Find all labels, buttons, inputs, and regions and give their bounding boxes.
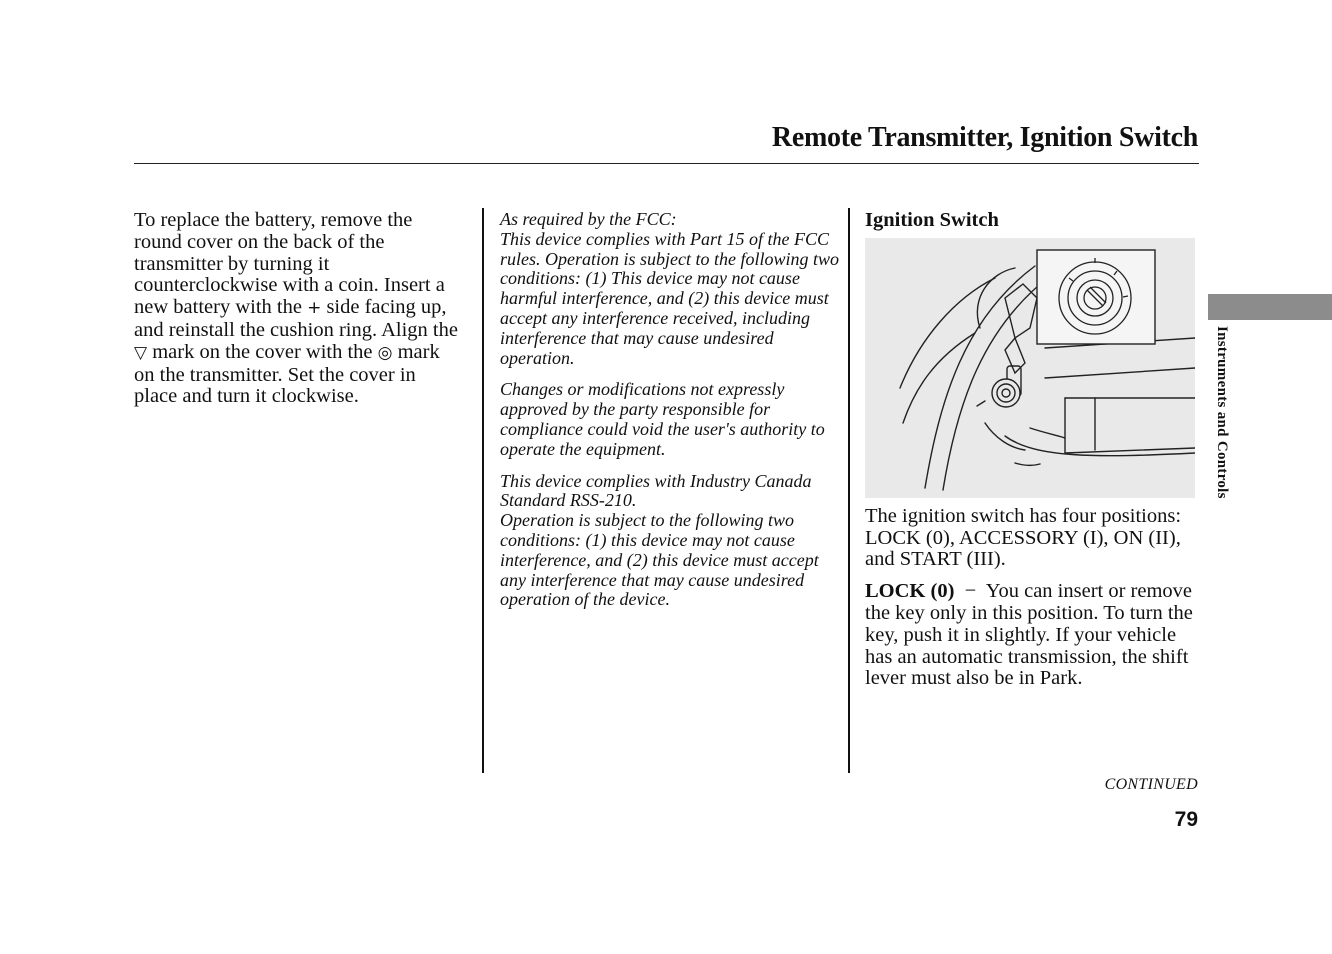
- modifications-notice: Changes or modifications not expressly approved by the party responsible for compliance could void the user's authority to operate the equipment.: [500, 379, 825, 459]
- fcc-notice-body: This device complies with Part 15 of the FCC rules. Operation is subject to the following two conditions: (1) This device may not cause harmful interference, and (2) this device must accept any interference received, including interference that may cause undesired operation.: [500, 228, 839, 368]
- continued-label: CONTINUED: [1104, 776, 1198, 793]
- ignition-switch-heading: Ignition Switch: [865, 209, 999, 231]
- concentric-circle-icon: ◎: [377, 342, 393, 363]
- triangle-down-icon: ▽: [134, 342, 148, 363]
- fcc-notice-heading: As required by the FCC:: [500, 209, 677, 229]
- section-tab: [1208, 294, 1332, 320]
- canada-notice-heading: This device complies with Industry Canada Standard RSS-210.: [500, 470, 812, 511]
- lock-text: You can insert or remove the key only in this position. To turn the key, push it in slightly. If your vehicle has an automatic transmission, the shift lever must also be in Park.: [865, 580, 1193, 690]
- battery-text-4: mark on the transmitter. Set the cover in place and turn it clockwise.: [134, 340, 440, 408]
- middle-column: [500, 210, 840, 622]
- plus-icon: +: [307, 298, 322, 319]
- battery-instructions: [134, 210, 464, 408]
- page-title: Remote Transmitter, Ignition Switch: [771, 122, 1198, 153]
- ignition-switch-illustration: [865, 238, 1195, 498]
- left-column: [134, 210, 464, 408]
- canada-notice-body: Operation is subject to the following two conditions: (1) this device may not cause interference, and (2) this device must accept any interference that may cause undesired operation of the device.: [500, 510, 819, 610]
- lock-dash: −: [964, 580, 977, 603]
- fcc-notice: [500, 210, 840, 368]
- column-divider-left: [482, 208, 484, 773]
- battery-text-1: To replace the battery, remove the round cover on the back of the transmitter by turning it counterclockwise with a coin. Insert a new battery with the: [134, 209, 445, 319]
- lock-label: LOCK (0): [865, 580, 955, 603]
- section-tab-label: Instruments and Controls: [1214, 326, 1230, 499]
- right-column: [865, 210, 1199, 700]
- battery-text-3: mark on the cover with the: [152, 340, 373, 363]
- ignition-intro: The ignition switch has four positions: LOCK (0), ACCESSORY (I), ON (II), and START (III).: [865, 504, 1182, 571]
- page-number: 79: [1174, 808, 1198, 831]
- lock-description: [865, 581, 1199, 690]
- canada-notice: [500, 472, 840, 611]
- column-divider-right: [848, 208, 850, 773]
- title-rule: [134, 163, 1199, 164]
- battery-text-2: side facing up, and reinstall the cushion ring. Align the: [134, 296, 458, 341]
